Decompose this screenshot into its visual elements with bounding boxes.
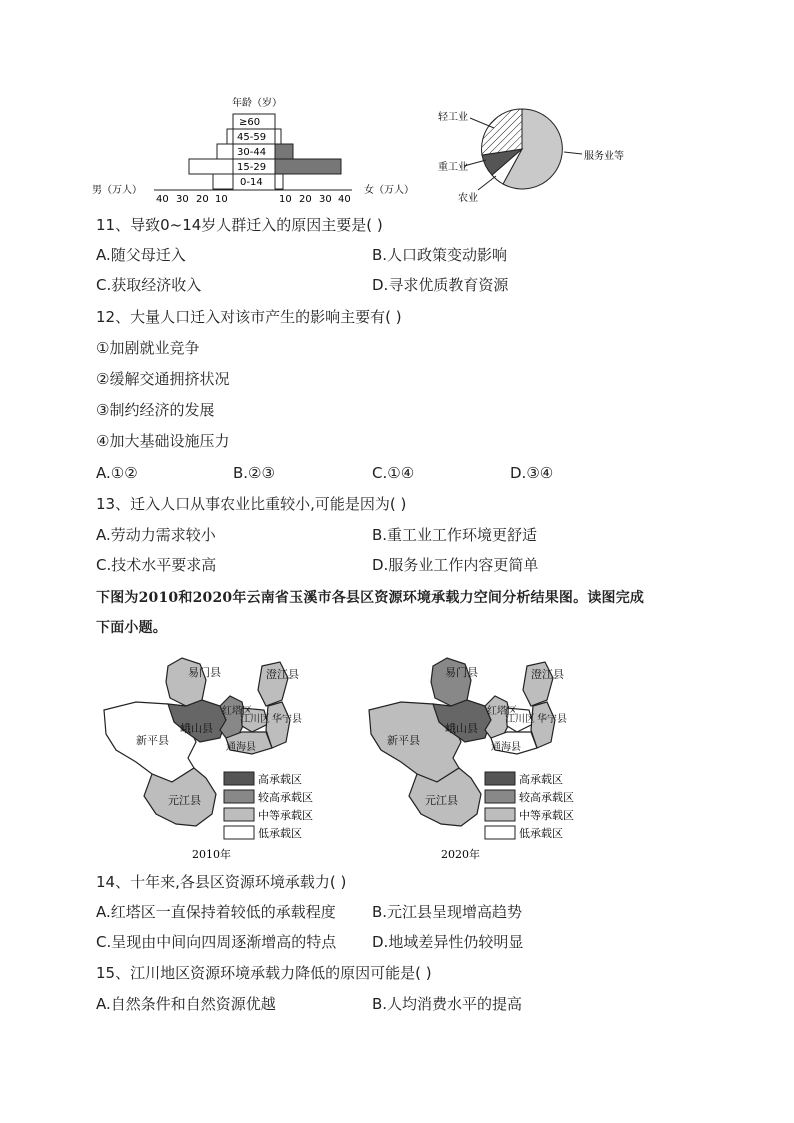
female-tick: 30 <box>319 194 332 204</box>
legend2020-medium: 中等承载区 <box>519 809 574 822</box>
q12-option-d[interactable]: D.③④ <box>510 464 554 482</box>
map2010-label-chengjiang: 澄江县 <box>266 668 299 681</box>
q15-option-b[interactable]: B.人均消费水平的提高 <box>372 995 523 1013</box>
map-year-2020: 2020年 <box>441 848 480 861</box>
question-15-stem: 15、江川地区资源环境承载力降低的原因可能是( ) <box>96 964 432 982</box>
q12-option-b[interactable]: B.②③ <box>233 464 275 482</box>
q14-option-d[interactable]: D.地域差异性仍较明显 <box>372 933 524 951</box>
male-bar-15-29 <box>189 159 233 174</box>
q13-option-a[interactable]: A.劳动力需求较小 <box>96 526 216 544</box>
legend2020-low: 低承载区 <box>519 827 563 840</box>
q14-option-a[interactable]: A.红塔区一直保持着较低的承载程度 <box>96 903 336 921</box>
pie-label-heavy: 重工业 <box>438 162 468 173</box>
map2020-label-hongta: 红塔区 <box>487 706 517 717</box>
male-tick: 30 <box>176 194 189 204</box>
map2020-label-yimen: 易门县 <box>445 666 478 679</box>
female-bar-15-29 <box>275 159 341 174</box>
map2010-label-yimen: 易门县 <box>188 666 221 679</box>
map-year-2010: 2010年 <box>192 848 231 861</box>
age-label-45-59: 45-59 <box>237 132 267 143</box>
map2010-label-jiangchuan: 江川区 <box>240 714 270 725</box>
map2010-label-hongta: 红塔区 <box>222 706 252 717</box>
question-14-stem: 14、十年来,各县区资源环境承载力( ) <box>96 873 347 891</box>
carrying-capacity-maps <box>96 650 706 865</box>
map2020-label-tonghai: 通海县 <box>491 742 521 753</box>
female-tick: 20 <box>299 194 312 204</box>
male-bar-45-59 <box>227 129 233 144</box>
q12-item-4: ④加大基础设施压力 <box>96 432 230 450</box>
q12-option-c[interactable]: C.①④ <box>372 464 415 482</box>
pie-label-light: 轻工业 <box>438 112 468 123</box>
question-13-stem: 13、迁入人口从事农业比重较小,可能是因为( ) <box>96 495 407 513</box>
age-label-60plus: ≥60 <box>239 117 261 128</box>
map2020-label-yuanjiang: 元江县 <box>425 794 458 807</box>
pie-label-agri: 农业 <box>458 193 478 204</box>
pie-label-service: 服务业等 <box>584 151 624 162</box>
map2020-label-huaning: 华宁县 <box>537 714 567 725</box>
q13-option-d[interactable]: D.服务业工作内容更简单 <box>372 556 539 574</box>
q11-option-c[interactable]: C.获取经济收入 <box>96 276 202 294</box>
map-intro-line2: 下面小题。 <box>96 620 167 636</box>
map-intro-line1: 下图为2010和2020年云南省玉溪市各县区资源环境承载力空间分析结果图。读图完成 <box>96 590 645 606</box>
map2010-label-tonghai: 通海县 <box>226 742 256 753</box>
population-pyramid <box>92 92 432 204</box>
map2020-label-chengjiang: 澄江县 <box>531 668 564 681</box>
female-bar-45-59 <box>275 129 281 144</box>
map2010-label-xinping: 新平县 <box>136 734 169 747</box>
q12-item-1: ①加剧就业竞争 <box>96 339 200 357</box>
legend2020-higher: 较高承载区 <box>519 791 574 804</box>
map-2020 <box>369 658 574 861</box>
female-axis-label: 女（万人） <box>364 185 414 196</box>
q11-option-d[interactable]: D.寻求优质教育资源 <box>372 276 509 294</box>
legend2020-high: 高承载区 <box>519 773 563 786</box>
map2010-label-huaning: 华宁县 <box>272 714 302 725</box>
legend2010-high: 高承载区 <box>258 773 302 786</box>
q15-option-a[interactable]: A.自然条件和自然资源优越 <box>96 995 276 1013</box>
map2020-label-xinping: 新平县 <box>387 734 420 747</box>
q14-option-c[interactable]: C.呈现由中间向四周逐渐增高的特点 <box>96 933 337 951</box>
female-tick: 10 <box>279 194 292 204</box>
q11-option-b[interactable]: B.人口政策变动影响 <box>372 246 508 264</box>
question-11-stem: 11、导致0~14岁人群迁入的原因主要是( ) <box>96 216 383 234</box>
male-axis-label: 男（万人） <box>92 185 142 196</box>
q13-option-c[interactable]: C.技术水平要求高 <box>96 556 217 574</box>
q12-item-3: ③制约经济的发展 <box>96 401 215 419</box>
male-tick: 20 <box>196 194 209 204</box>
legend2010-higher: 较高承载区 <box>258 791 313 804</box>
q12-option-a[interactable]: A.①② <box>96 464 138 482</box>
q11-option-a[interactable]: A.随父母迁入 <box>96 246 186 264</box>
employment-pie <box>436 104 656 204</box>
female-tick: 40 <box>338 194 351 204</box>
male-tick: 40 <box>156 194 169 204</box>
map2010-label-eshan: 峨山县 <box>180 722 213 735</box>
map2020-label-eshan: 峨山县 <box>445 722 478 735</box>
legend2010-low: 低承载区 <box>258 827 302 840</box>
q14-option-b[interactable]: B.元江县呈现增高趋势 <box>372 903 523 921</box>
pyramid-y-title: 年龄（岁） <box>232 98 282 109</box>
female-bar-0-14 <box>275 174 283 189</box>
male-bar-0-14 <box>213 174 233 189</box>
legend2010-medium: 中等承载区 <box>258 809 313 822</box>
age-label-0-14: 0-14 <box>240 177 263 188</box>
male-bar-30-44 <box>217 144 233 159</box>
female-bar-30-44 <box>275 144 293 159</box>
male-tick: 10 <box>215 194 228 204</box>
legend-2020 <box>485 772 574 840</box>
map2010-label-yuanjiang: 元江县 <box>168 794 201 807</box>
age-label-30-44: 30-44 <box>237 147 267 158</box>
q12-item-2: ②缓解交通拥挤状况 <box>96 370 230 388</box>
q13-option-b[interactable]: B.重工业工作环境更舒适 <box>372 526 538 544</box>
question-12-stem: 12、大量人口迁入对该市产生的影响主要有( ) <box>96 308 402 326</box>
legend-2010 <box>224 772 313 840</box>
pie-slice-light <box>482 109 522 155</box>
map2020-label-jiangchuan: 江川区 <box>505 714 535 725</box>
age-label-15-29: 15-29 <box>237 162 267 173</box>
